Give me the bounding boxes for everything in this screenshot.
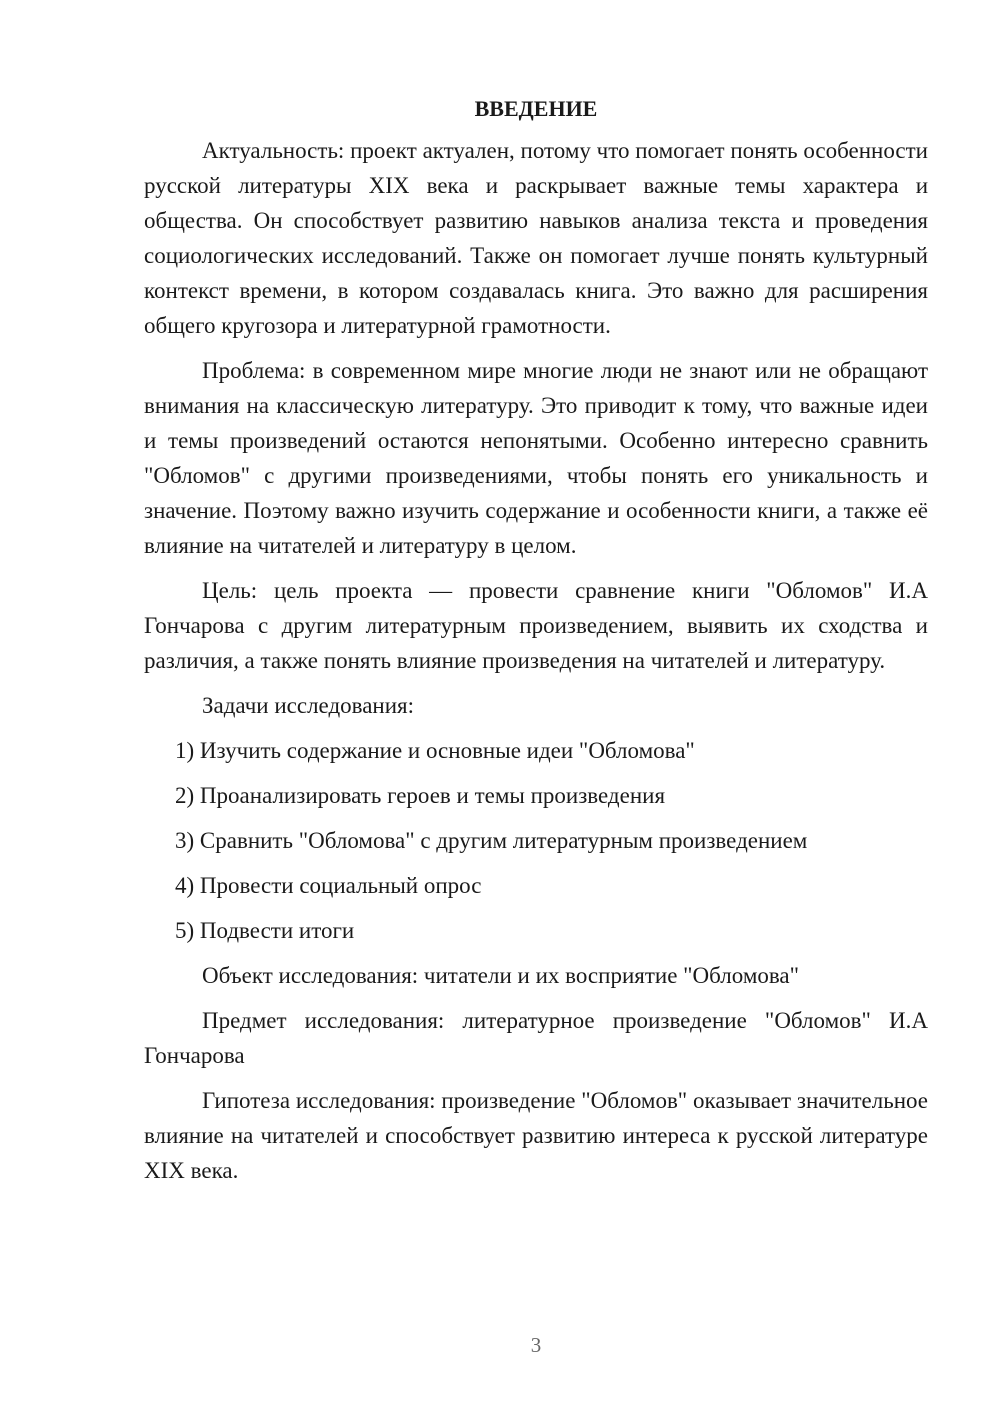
page-content xyxy=(144,92,928,1198)
subject-paragraph: Предмет исследования: литературное произведение "Обломов" И.А Гончарова xyxy=(144,1008,928,1068)
problem-paragraph: Проблема: в современном мире многие люди не знают или не обращают внимания на классическую литературу. Это приводит к тому, что важные идеи и темы произведений остаются непонятыми. Особенно интересно сравнить "Обломов" с другими произведениями, чтобы понять его уникальность и значение. Поэтому важно изучить содержание и особенности книги, а также её влияние на читателей и литературу в целом. xyxy=(144,358,928,558)
page-number: 3 xyxy=(530,1333,542,1357)
list-item: 1) Изучить содержание и основные идеи "Обломова" xyxy=(175,738,695,763)
goal-paragraph: Цель: цель проекта — провести сравнение книги "Обломов" И.А Гончарова с другим литературным произведением, выявить их сходства и различия, а также понять влияние произведения на читателей и литературу. xyxy=(144,578,928,673)
list-item: 5) Подвести итоги xyxy=(175,918,355,943)
list-item: 3) Сравнить "Обломова" с другим литературным произведением xyxy=(175,828,808,853)
list-item: 2) Проанализировать героев и темы произведения xyxy=(175,783,666,808)
tasks-heading: Задачи исследования: xyxy=(202,693,415,718)
tasks-list xyxy=(144,733,928,948)
page-title: ВВЕДЕНИЕ xyxy=(474,96,598,121)
relevance-paragraph: Актуальность: проект актуален, потому что помогает понять особенности русской литературы XIX века и раскрывает важные темы характера и общества. Он способствует развитию навыков анализа текста и проведения социологических исследований. Также он помогает лучше понять культурный контекст времени, в котором создавалась книга. Это важно для расширения общего кругозора и литературной грамотности. xyxy=(144,138,928,338)
hypothesis-paragraph: Гипотеза исследования: произведение "Обломов" оказывает значительное влияние на читателей и способствует развитию интереса к русской литературе XIX века. xyxy=(144,1088,928,1183)
list-item: 4) Провести социальный опрос xyxy=(175,873,482,898)
object-paragraph: Объект исследования: читатели и их восприятие "Обломова" xyxy=(202,963,800,988)
